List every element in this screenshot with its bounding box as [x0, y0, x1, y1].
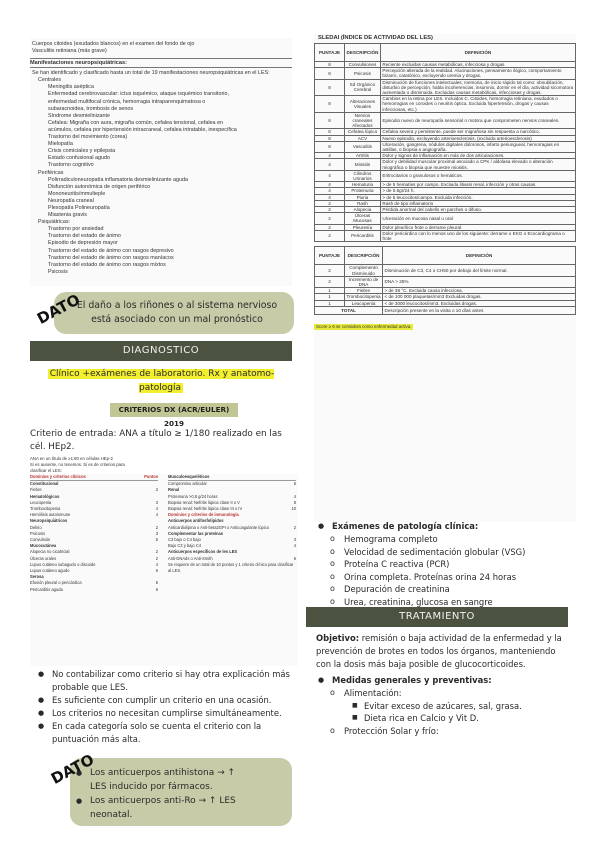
sledai-row: [315, 96, 576, 113]
sledai-descripcion: Úlceras Mucosas: [345, 213, 381, 224]
sledai-definicion: < de 3000 leucocitos/mm3. Excluidas drogas.: [383, 300, 576, 306]
criterio-points: 2: [155, 487, 158, 493]
criterio-label: Anti-DNAds o Anti-Smith: [168, 555, 213, 561]
criterio-points: 4: [293, 543, 296, 549]
examen-item: o Velocidad de sedimentación globular (VSG): [316, 546, 578, 559]
perifericas-item: Disfunción autonómica de origen periférico: [48, 183, 151, 190]
criterio-label: Bajo C3 y bajo C4: [168, 543, 201, 549]
sledai-row: [315, 112, 576, 129]
criterio-points: 4: [155, 512, 158, 518]
perifericas-item: Neuropatía craneal: [48, 197, 94, 204]
sledai-col-definicion: DEFINICIÓN: [380, 44, 575, 62]
sledai-descripcion: Hematuria: [345, 182, 381, 188]
criterio-points: 4: [155, 506, 158, 512]
sledai-descripcion: Alteraciones Visuales: [345, 96, 381, 113]
sledai-descripcion: Trombocitopenia: [346, 294, 381, 300]
centrales-item: enfermedad multifocal crónica, hemorragia intraparenquimatosa o: [48, 98, 206, 105]
criterio-label: Úlceras orales: [30, 555, 57, 561]
criterio-label: Trombocitopenia: [30, 506, 61, 512]
criterio-label: Hemólisis autoinmune: [30, 512, 71, 518]
criterio-label: Anticardiolipina o Anti-beta2GPI o Anticoagulante lúpico: [168, 524, 270, 530]
dato-antibody-item: ● Los anticuerpos antihistona → ↑ LES inducido por fármacos.: [74, 766, 244, 794]
criterio-label: Lupus cutáneo agudo: [30, 568, 70, 574]
criterio-row: [30, 587, 158, 593]
sledai-puntaje: 4: [315, 188, 345, 194]
criterio-points: 2: [155, 524, 158, 530]
examen-item: o Hemograma completo: [316, 533, 578, 546]
alimentacion-item: ■ Dieta rica en Calcio y Vit D.: [316, 712, 578, 725]
sledai-total-text: Descripción presente en la visita o 10 días antes: [383, 306, 576, 314]
dato-box-antibodies: [70, 758, 292, 826]
psiquiatricas-item: Trastorno del estado de ánimo con rasgos depresivo: [48, 247, 174, 254]
rule-item: ● En cada categoría solo se cuenta el criterio con la puntuación más alta.: [36, 720, 296, 746]
examenes-section: [316, 520, 578, 621]
criterio-label: Convulsión: [30, 537, 51, 543]
criterio-points: 2: [155, 555, 158, 561]
criterio-points: 5: [155, 537, 158, 543]
centrales-item: Síndrome desmielinizante: [48, 112, 111, 119]
sledai-definicion: Dolor pericárdico con lo menos uno de los siguiente: derrame o EKG o Ecocardiograma o frote: [380, 230, 575, 241]
scan-top-item: Vasculitis retiniana (más grave): [32, 48, 107, 55]
sledai-descripcion: Fiebre: [345, 288, 383, 294]
criterio-points: 6: [155, 568, 158, 574]
alimentacion-item: ■ Evitar exceso de azúcares, sal, grasa.: [316, 700, 578, 713]
criterios-right-col: [168, 474, 296, 574]
sledai-title: SLEDAI (ÍNDICE DE ACTIVIDAD DEL LES): [318, 35, 433, 41]
criterio-label: Fiebre: [30, 487, 42, 493]
sledai-table-2: [314, 246, 576, 314]
sledai-definicion: Reciente excluidas causas metabólicas, infecciosa y drogas: [380, 62, 575, 68]
sledai-puntaje: 2: [315, 230, 345, 241]
psiquiatricas-item: Psicosis: [48, 268, 68, 275]
scan-psiquiatricas-label: Psiquiátricas:: [38, 219, 71, 226]
sledai-definicion: Cambios en la retina por LES. Incluidos C. Citoides, hemorragia retiniana, exudados o hemorragias en coroides o neuritis óptica. Excluida hipertensión, drogas y causas infecciosas, etc.): [380, 96, 575, 113]
rule-item: ● Es suficiente con cumplir un criterio en una ocasión.: [36, 694, 296, 707]
objetivo-text: remisión o baja actividad de la enfermedad y la prevención de brotes en todos los órganos, manteniendo con la dosis más baja posible de glucocorticoides.: [316, 633, 562, 669]
examenes-title: ● Exámenes de patología clínica:: [316, 520, 578, 533]
rule-item: ● No contabilizar como criterio si hay otra explicación más probable que LES.: [36, 668, 296, 694]
sledai-footnote: Score ≥ 6 se considera como enfermedad activa.: [316, 323, 412, 329]
medidas-title: ● Medidas generales y preventivas:: [316, 674, 578, 687]
centrales-item: Enfermedad cerebrovascular: ictus isquémico, ataque isquémico transitorio,: [48, 91, 229, 98]
medidas-section: [316, 674, 578, 737]
centrales-item: Cefalea: Migraña con aura, migraña común, cefalea tensional, cefalea en: [48, 119, 224, 126]
criterio-label: Alopecia no cicatricial: [30, 549, 70, 555]
criterios-left-col: [30, 474, 158, 593]
dato-label: DATO: [34, 290, 83, 328]
criterio-label: Complementar las proteínas: [168, 530, 224, 536]
centrales-item: Meningitis aséptica: [48, 84, 94, 91]
sledai-definicion: > de 0.5gr/24 h.: [380, 188, 575, 194]
sledai-descripcion: Sd Orgánico Cerebral: [345, 79, 381, 96]
psiquiatricas-item: Trastorno del estado de ánimo con rasgos maníacos: [48, 254, 174, 261]
criterio-points: 8: [293, 499, 296, 505]
criterio-label: Neuropsiquiátricos: [30, 518, 68, 524]
neuro-manifestations-scan: [30, 38, 292, 286]
sledai-definicion: Dolor y debilidad muscular proximal asociado a CPK / aldolasa elevado o alteración miográfica o biopsia que muestre miositis.: [380, 159, 575, 170]
dato-antibody-item: ● Los anticuerpos anti-Ro → ↑ LES neonatal.: [74, 794, 244, 822]
sledai-row: [315, 129, 576, 135]
sledai-definicion: > de 38 °C. Excluida causa infecciosa.: [383, 288, 576, 294]
centrales-item: Crisis comiciales y epilepsia: [48, 148, 116, 155]
criterios-title: CRITERIOS DX (ACR/EULER) 2019: [110, 403, 238, 417]
centrales-item: acúmulos, cefalea por hipertensión intracraneal, cefalea intratable, inespecífica: [48, 126, 237, 133]
sledai-puntaje: 8: [315, 135, 345, 141]
criterio-label: Compromiso articular: [168, 481, 207, 487]
sledai-descripcion: Convulsiones: [345, 62, 381, 68]
sledai-puntaje: 8: [315, 62, 345, 68]
criterio-label: Hematológicos: [30, 493, 60, 499]
sledai-puntaje: 2: [315, 200, 345, 206]
sledai-row: [315, 276, 576, 287]
alimentacion-label: o Alimentación:: [316, 687, 578, 700]
criterio-points: 6: [293, 481, 296, 487]
sledai-descripcion: Pleuresía: [345, 224, 381, 230]
criterios-note: Si es ausente, no tenemos. Si es de criterios para clasificar el LES:: [30, 462, 125, 473]
centrales-item: Mielopatía: [48, 141, 73, 148]
objetivo-paragraph: [316, 632, 572, 671]
criterio-points: 5: [155, 580, 158, 586]
criterio-points: 3: [155, 530, 158, 536]
criterio-points: 6: [293, 555, 296, 561]
sledai-row: [315, 159, 576, 170]
sledai-row: [315, 230, 576, 241]
sledai-descripcion: Pericarditis: [345, 230, 381, 241]
sledai-puntaje: 2: [315, 207, 345, 213]
clinico-line: [30, 367, 292, 395]
criterios-scan-table: [30, 474, 298, 666]
criterio-label: Biopsia renal: Nefritis lúpica clase II o V: [168, 499, 240, 505]
sledai-puntaje: 8: [315, 79, 345, 96]
sledai-row: [315, 141, 576, 152]
criterio-points: 2: [293, 524, 296, 530]
centrales-list: [30, 84, 292, 169]
perifericas-item: Polirradiculoneuropatía inflamatoria desmielinizante aguda: [48, 176, 188, 183]
criterio-label: C3 bajo o C4 bajo: [168, 537, 201, 543]
perifericas-item: Mononeuritis/mmulteple: [48, 190, 106, 197]
criterio-label: Pericarditis aguda: [30, 586, 63, 592]
sledai-descripcion: Psicosis: [345, 68, 381, 79]
sledai-puntaje: 1: [315, 294, 345, 300]
sledai-puntaje: 8: [315, 141, 345, 152]
criterio-label: Efusión pleural o pericárdica: [30, 580, 82, 586]
centrales-item: Trastorno del movimiento (corea): [48, 134, 128, 141]
sledai-definicion: Dolor pleurítico frote o derrame pleural.: [380, 224, 575, 230]
criterio-label: Proteinuria >0.5 g/24 horas: [168, 493, 218, 499]
psiquiatricas-item: Trastorno del estado de ánimo con rasgos mixtos: [48, 261, 166, 268]
criterio-label: Serosa: [30, 574, 44, 580]
perifericas-item: Plexopatía Polineuropatía: [48, 204, 110, 211]
sledai-descripcion: Miositis: [345, 159, 381, 170]
criterios-right-head: Musculoesqueléticos: [168, 474, 296, 481]
sledai-descripcion: Leucopenia: [345, 300, 383, 306]
centrales-item: subaracnoidea, trombosis de senos: [48, 105, 134, 112]
perifericas-item: Miastenia gravis: [48, 212, 87, 219]
sledai-row: [315, 213, 576, 224]
sledai-definicion: Percepción alterada de la realidad. Alucinaciones, pensamiento ilógico, comportamiento bizarro, catatónico, excluyendo uremia y drogas.: [380, 68, 575, 79]
sledai-puntaje: 8: [315, 129, 345, 135]
criterio-points: 3: [155, 499, 158, 505]
examen-item: o Orina completa. Proteínas orina 24 horas: [316, 571, 578, 584]
sledai-definicion: Eritrocitarios o granulosos o hemáticos.: [380, 170, 575, 181]
criterios-left-head: [30, 474, 158, 481]
sledai-definicion: < de 100 000 plaquetas/mm3 Excluidas drogas.: [383, 294, 576, 300]
sledai-puntaje: 2: [315, 213, 345, 224]
sledai-descripcion: Incremento de DNA: [345, 276, 383, 287]
dato-box-prognosis: [54, 292, 294, 334]
criterio-entrada: Criterio de entrada: ANA a título ≥ 1/180 realizado en las cél. HEp2.: [30, 429, 282, 452]
sledai-puntaje: 8: [315, 68, 345, 79]
centrales-item: Trastorno cognitivo: [48, 162, 94, 169]
sledai-puntaje: 4: [315, 159, 345, 170]
sledai-definicion: Ulceración en mucosa nasal u oral: [380, 213, 575, 224]
criterios-left-head-points: Puntos: [144, 474, 158, 479]
sledai-definicion: Disminución de C3, C4 o CH50 por debajo del límite normal.: [383, 265, 576, 276]
criterio-label: Anticuerpos antifosfolípidos: [168, 518, 224, 524]
tratamiento-bar: TRATAMIENTO: [306, 607, 568, 627]
sledai-puntaje: 4: [315, 194, 345, 200]
proteccion-label: o Protección Solar y frío:: [316, 725, 578, 738]
sledai-puntaje: 2: [315, 224, 345, 230]
sledai-puntaje: 1: [315, 288, 345, 294]
criterio-label: Renal: [168, 487, 180, 493]
criterio-points: 3: [293, 537, 296, 543]
sledai-descripcion: Alopecia: [345, 207, 381, 213]
sledai-descripcion: Artritis: [345, 153, 381, 159]
scan-header: Manifestaciones neuropsiquiátricas:: [30, 58, 292, 68]
sledai-puntaje: 4: [315, 153, 345, 159]
criterio-points: 4: [155, 561, 158, 567]
sledai-total-label: TOTAL: [315, 306, 383, 314]
criterio-label: Delirio: [30, 524, 42, 530]
scan-centrales-label: Centrales: [38, 77, 62, 84]
sledai-col-descripcion: DESCRIPCIÓN: [345, 44, 381, 62]
sledai-descripcion: Complemento Disminuido: [345, 265, 383, 276]
dato-label: DATO: [48, 750, 97, 788]
sledai-puntaje: 8: [315, 112, 345, 129]
criterio-row: [168, 562, 296, 574]
criterios-left-head-label: Dominios y criterios clínicos: [30, 474, 86, 479]
criterio-label: Biopsia renal: Nefritis lúpica clase III o IV: [168, 506, 243, 512]
sledai-row: [315, 170, 576, 181]
examen-item: o Proteína C reactiva (PCR): [316, 558, 578, 571]
examen-item: o Urea, creatinina, glucosa en sangre: [316, 596, 578, 609]
sledai-descripcion: Proteinuria: [345, 188, 381, 194]
sledai-descripcion: Vasculitis: [345, 141, 381, 152]
criterio-label: Se requiere de un total de 10 puntos y 1 criterio clínico para clasificar al LES.: [168, 561, 294, 574]
scan-perifericas-label: Periféricas: [38, 169, 64, 176]
perifericas-list: [30, 177, 292, 220]
scan-intro: Se han identificado y clasificado hasta un total de 19 manifestaciones neuropsiquiátricas en el LES:: [32, 70, 270, 77]
examen-item: o Depuración de creatinina: [316, 583, 578, 596]
sledai-definicion: Disminución de funciones intelectuales, memoria, de inicio rápido tal como: obnubilación, disturbio de percepción, habla incoherencias, insomnio, dormir en el día, actividad sicomotora aumentada o disminuida. Excluidas causas metabólicas, infecciosas y drogas.: [380, 79, 575, 96]
criterios-left-rows: [30, 481, 158, 593]
dato-prognosis-text: El daño a los riñones o al sistema nervioso está asociado con un mal pronóstico: [76, 300, 278, 325]
sledai-definicion: Nuevo episodio, excluyendo arterioesclerosis. (excluida arterioesclerosis): [380, 135, 575, 141]
sledai-col-definicion: DEFINICIÓN: [383, 247, 576, 265]
sledai-row: [315, 68, 576, 79]
criterio-label: Constitucional: [30, 481, 59, 487]
sledai-definicion: Cefalea severa y persistente, puede ser migrañosa sin respuesta a narcótico.: [380, 129, 575, 135]
criterios-note: ANA en un título de ≥1:80 en células HEp-2: [30, 456, 113, 461]
criterio-points: 4: [293, 493, 296, 499]
sledai-descripcion: Rash: [345, 200, 381, 206]
sledai-descripcion: ACV: [345, 135, 381, 141]
criterio-label: Anticuerpos específicos de les LES: [168, 549, 238, 555]
sledai-definicion: Episodio nuevo de neuropatía sensorial o motora que comprometen nervios craneales.: [380, 112, 575, 129]
sledai-definicion: > de 5 leucocitos/campo. Excluida infección.: [380, 194, 575, 200]
sledai-descripcion: Piuria: [345, 194, 381, 200]
sledai-puntaje: 1: [315, 300, 345, 306]
sledai-col-puntaje: PUNTAJE: [315, 44, 345, 62]
clinico-highlight: Clínico +exámenes de laboratorio. Rx y anatomo-patología: [49, 369, 275, 393]
sledai-puntaje: 8: [315, 96, 345, 113]
criterio-label: Psicosis: [30, 530, 46, 536]
sledai-definicion: > de 5 hematíes por campo. Excluida litiasis renal, infección y otras causas.: [380, 182, 575, 188]
sledai-table-scan: [314, 34, 576, 522]
sledai-definicion: Dolor y signos de inflamación en más de dos articulaciones.: [380, 153, 575, 159]
criterio-label: Mucocutánea: [30, 543, 57, 549]
sledai-puntaje: 2: [315, 276, 345, 287]
sledai-row: [315, 79, 576, 96]
sledai-col-puntaje: PUNTAJE: [315, 247, 345, 265]
criterio-points: 10: [291, 506, 296, 512]
criterios-right-rows: [168, 481, 296, 574]
criterio-points: 2: [155, 549, 158, 555]
sledai-descripcion: Nervios craneales Afectados: [345, 112, 381, 129]
sledai-col-descripcion: DESCRIPCIÓN: [345, 247, 383, 265]
sledai-puntaje: 4: [315, 170, 345, 181]
psiquiatricas-item: Trastorno por ansiedad: [48, 226, 104, 233]
sledai-descripcion: Cefalea lúpica: [345, 129, 381, 135]
scan-top-item: Cuerpos citoides (exudados blancos) en el examen del fondo de ojo: [32, 41, 195, 47]
sledai-definicion: Rash de tipo inflamatorio: [380, 200, 575, 206]
psiquiatricas-item: Trastorno del estado de ánimo: [48, 233, 121, 240]
sledai-definicion: DNA > 25%: [383, 276, 576, 287]
psiquiatricas-list: [30, 226, 292, 276]
sledai-row: [315, 265, 576, 276]
sledai-puntaje: 2: [315, 265, 345, 276]
sledai-definicion: Pérdida anormal del cabello en parches o difuso.: [380, 207, 575, 213]
rule-item: ● Los criterios no necesitan cumplirse simultáneamente.: [36, 707, 296, 720]
dato-antibodies-list: [74, 766, 244, 822]
criterios-rules-list: [36, 668, 296, 746]
sledai-puntaje: 4: [315, 182, 345, 188]
diagnostico-bar: DIAGNOSTICO: [30, 341, 292, 361]
psiquiatricas-item: Episodio de depresión mayor: [48, 240, 118, 247]
criterio-label: Leucopenia: [30, 499, 52, 505]
sledai-descripcion: Cilindros Urinarios: [345, 170, 381, 181]
criterio-label: Dominios y criterios de inmunología: [168, 512, 239, 518]
sledai-row: [315, 182, 576, 188]
objetivo-label: Objetivo:: [316, 633, 360, 643]
centrales-item: Estado confusional agudo: [48, 155, 111, 162]
sledai-table: [314, 43, 576, 242]
criterio-label: Lupus cutáneo subagudo o discoide: [30, 561, 96, 567]
sledai-definicion: Ulceración, gangrena, nódulos digitales dolorosos, infarto periungueal, hemorragias en astillas, o biopsia o angiografía.: [380, 141, 575, 152]
criterio-points: 6: [155, 586, 158, 592]
